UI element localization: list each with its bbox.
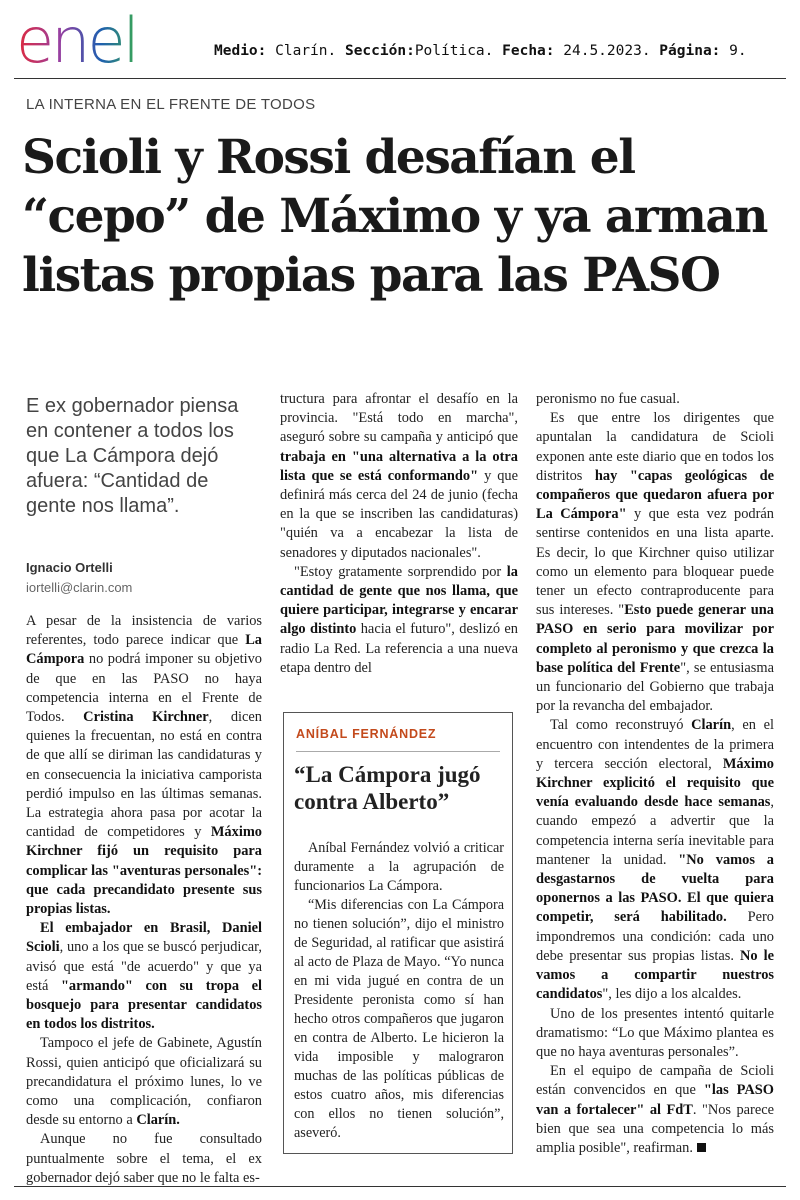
paragraph: Aníbal Fernández volvió a criticar duramente a la agrupación de funcionarios La Cámpora. bbox=[294, 840, 504, 894]
box-title: “La Cámpora jugó contra Alberto” bbox=[294, 762, 481, 814]
article-subtitle: E ex gobernador piensa en contener a todos los que La Cámpora dejó afuera: “Cantidad de gente nos llama”. bbox=[26, 395, 239, 517]
column-2 bbox=[280, 390, 518, 678]
paragraph: Uno de los presentes intentó quitarle dramatismo: “Lo que Máximo plantea es que no haya aventuras personales”. bbox=[536, 1005, 774, 1060]
author-name: Ignacio Ortelli bbox=[26, 560, 113, 575]
paragraph: El embajador en Brasil, Daniel Scioli, uno a los que se buscó perjudicar, avisó que está "de acuerdo" y que ya está "armando" con su tropa el bosquejo para presentar candidatos en todos los distritos. bbox=[26, 920, 262, 1033]
column-3 bbox=[536, 390, 774, 1158]
header-divider bbox=[14, 78, 786, 79]
column-1 bbox=[26, 612, 262, 1188]
box-kicker: ANÍBAL FERNÁNDEZ bbox=[296, 727, 437, 741]
paragraph: Tal como reconstruyó Clarín, en el encuentro con intendentes de la primera y tercera sección electoral, Máximo Kirchner explicitó el requisito que venía evaluando desde hace semanas, cuando empezó a advertir que la competencia interna sería inevitable para mantener la unidad. "No vamos a desgastarnos de vuelta para oponernos a las PASO. El que quiera competir, será habilitado. Pero impondremos una condición: cada uno debe presentar sus propias listas. No le vamos a compartir nuestros candidatos", les dijo a los alcaldes. bbox=[536, 717, 774, 1003]
paragraph: "Estoy gratamente sorprendido por la cantidad de gente que nos llama, que quiere participar, integrarse y encarar algo distinto hacia el futuro", deslizó en radio La Red. La referencia a una nueva etapa dentro del bbox=[280, 563, 518, 676]
box-divider bbox=[296, 751, 500, 752]
author-email: iortelli@clarin.com bbox=[26, 580, 133, 595]
footer-divider bbox=[14, 1186, 786, 1187]
logo-text: enel bbox=[16, 4, 137, 74]
paragraph: A pesar de la insistencia de varios referentes, todo parece indicar que La Cámpora no podrá imponer su objetivo de que en las PASO no haya competencia interna en el Frente de Todos. Cristina Kirchner, dicen quienes la frecuentan, no está en contra de que allí se diriman las candidaturas y en consecuencia la iniciativa camporista perdió impulso en las últimas semanas. La estrategia ahora pasa por acotar la cantidad de competidores y Máximo Kirchner fijó un requisito para complicar las "aventuras personales": que cada precandidato presente sus propias listas. bbox=[26, 613, 263, 918]
box-body bbox=[294, 839, 504, 1143]
paragraph: Es que entre los dirigentes que apuntalan la candidatura de Scioli exponen ante este diario que en todos los distritos hay "capas geológicas de compañeros que quedaron afuera por La Cámpora" y que esta vez podrán sentirse contenidos en una lista aparte. Es decir, lo que Kirchner quiso utilizar como un elemento para bloquear puede tener un efecto contraproducente para sus intereses. "Esto puede generar una PASO en serio para movilizar por completo al peronismo y que crezca la base política del Frente", se entusiasma un funcionario del Gobierno que trabaja por la revancha del embajador. bbox=[536, 410, 774, 715]
paragraph: peronismo no fue casual. bbox=[536, 391, 680, 407]
enel-logo bbox=[16, 4, 181, 74]
end-mark-icon bbox=[697, 1143, 706, 1152]
paragraph: Tampoco el jefe de Gabinete, Agustín Rossi, quien anticipó que oficializará su precandidatura el próximo lunes, lo ve como una complicación, confiaron desde su entorno a Clarín. bbox=[26, 1035, 262, 1129]
article-kicker: LA INTERNA EN EL FRENTE DE TODOS bbox=[26, 96, 316, 113]
sidebar-box bbox=[283, 712, 513, 1154]
paragraph: tructura para afrontar el desafío en la provincia. "Está todo en marcha", aseguró sobre su campaña y anticipó que trabaja en "una alternativa a la otra lista que se está conformando" y que definirá más cerca del 24 de junio (fecha en la que se inscriben las candidaturas) "quién va a encabezar la lista de senadores y diputados nacionales". bbox=[280, 391, 518, 561]
paragraph: “Mis diferencias con La Cámpora no tienen solución”, dijo el ministro de Seguridad, al ratificar que asistirá al acto de Plaza de Mayo. “Yo nunca en mi vida jugué en contra de un Presidente peronista como sí han hecho otros compañeros que jugaron en contra de Alberto. Le hicieron la vida imposible y malograron muchas de las políticas públicas de estos cuatro años, mis diferencias con ellos no tienen solución”, aseveró. bbox=[294, 897, 504, 1141]
paragraph: En el equipo de campaña de Scioli están convencidos en que "las PASO van a fortalecer" al FdT. "Nos parece bien que sea una competencia lo más amplia posible", reafirman. bbox=[536, 1063, 774, 1156]
source-meta: Medio: Clarín. Sección:Política. Fecha: 24.5.2023. Página: 9. bbox=[214, 43, 747, 59]
article-headline: Scioli y Rossi desafían el “cepo” de Máximo y ya arman listas propias para las PASO bbox=[22, 130, 767, 303]
paragraph: Aunque no fue consultado puntualmente sobre el tema, el ex gobernador dejó saber que no le falta es- bbox=[26, 1131, 262, 1186]
